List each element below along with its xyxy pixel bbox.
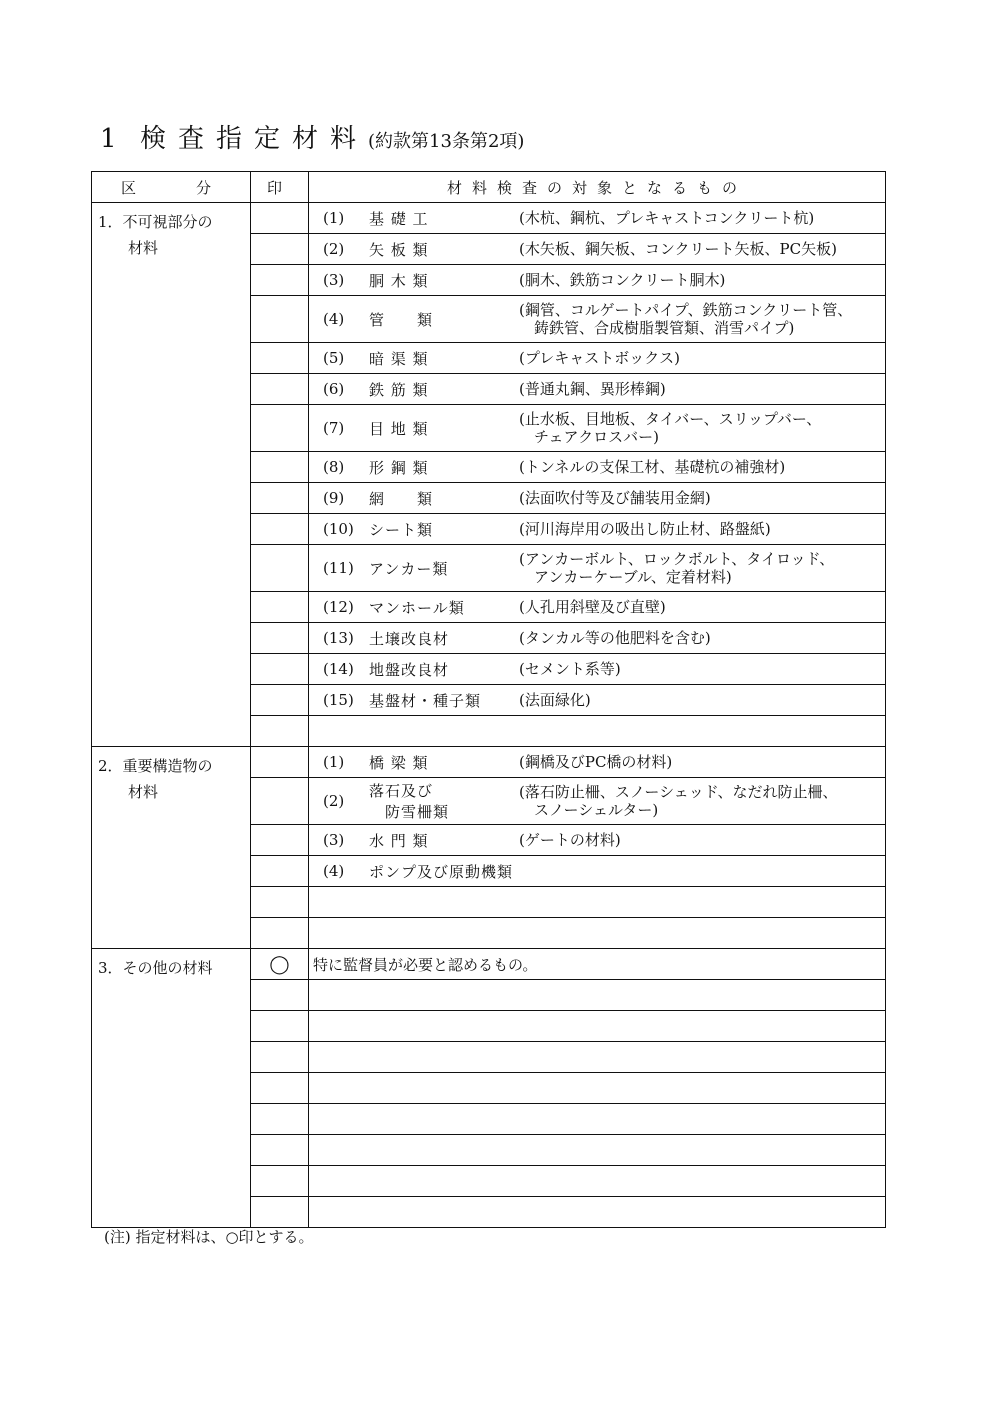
target-cell: [309, 747, 886, 778]
target-cell: [309, 343, 886, 374]
target-cell: [309, 1042, 886, 1073]
mark-cell[interactable]: [251, 374, 309, 405]
item-desc: (普通丸鋼、異形棒鋼): [519, 380, 666, 398]
item-name: 基 礎 工: [369, 209, 429, 228]
header-mark: 印: [251, 172, 309, 203]
target-cell: [309, 856, 886, 887]
item: [309, 488, 885, 509]
mark-cell[interactable]: [251, 514, 309, 545]
mark-circle: ◯: [269, 953, 290, 975]
mark-cell[interactable]: [251, 623, 309, 654]
mark-cell[interactable]: [251, 716, 309, 747]
target-cell: [309, 887, 886, 918]
table-row: [92, 949, 886, 980]
item: [309, 830, 885, 851]
item-desc: (胴木、鉄筋コンクリート胴木): [519, 271, 726, 289]
other-text: 特に監督員が必要と認めるもの。: [313, 955, 538, 974]
item: [309, 861, 885, 882]
mark-cell[interactable]: [251, 918, 309, 949]
category-label: 2．重要構造物の 材料: [92, 747, 251, 949]
item-number: (4): [323, 862, 345, 880]
mark-cell[interactable]: [251, 825, 309, 856]
target-cell: [309, 1166, 886, 1197]
target-cell: [309, 1104, 886, 1135]
mark-cell[interactable]: [251, 592, 309, 623]
item-name: マンホール類: [369, 598, 465, 617]
item-number: (1): [323, 753, 345, 771]
item: [309, 628, 885, 649]
item: [309, 519, 885, 540]
item-number: (3): [323, 271, 345, 289]
table-row: [92, 747, 886, 778]
item: [309, 752, 885, 773]
footnote: (注) 指定材料は、○印とする。: [104, 1228, 314, 1246]
target-cell: [309, 918, 886, 949]
category-label: 1．不可視部分の 材料: [92, 203, 251, 747]
item-name: 落石及び 防雪柵類: [369, 782, 450, 821]
item-desc: (トンネルの支保工材、基礎杭の補強材): [519, 458, 786, 476]
item-desc: (鋼管、コルゲートパイプ、鉄筋コンクリート管、 鋳鉄管、合成樹脂製管類、消雪パイプ): [519, 301, 853, 337]
target-cell: [309, 1073, 886, 1104]
item-desc: (河川海岸用の吸出し防止材、路盤紙): [519, 520, 771, 538]
target-cell: [309, 374, 886, 405]
item-name: 地盤改良材: [369, 660, 450, 679]
item-desc: (プレキャストボックス): [519, 349, 680, 367]
item-desc: (止水板、目地板、タイバー、スリップバー、 チェアクロスバー): [519, 410, 822, 446]
item-desc: (人孔用斜壁及び直壁): [519, 598, 666, 616]
mark-cell[interactable]: [251, 452, 309, 483]
mark-cell[interactable]: [251, 203, 309, 234]
mark-cell[interactable]: [251, 778, 309, 825]
target-cell: [309, 1135, 886, 1166]
target-cell: [309, 405, 886, 452]
mark-cell[interactable]: [251, 1135, 309, 1166]
mark-cell[interactable]: [251, 747, 309, 778]
item: [309, 270, 885, 291]
mark-cell[interactable]: [251, 545, 309, 592]
target-cell: [309, 1011, 886, 1042]
target-cell: [309, 514, 886, 545]
target-cell: [309, 545, 886, 592]
item-number: (14): [323, 660, 354, 678]
target-cell: [309, 716, 886, 747]
item-desc: (法面緑化): [519, 691, 591, 709]
target-cell: [309, 685, 886, 716]
item: [309, 301, 885, 337]
item: [309, 550, 885, 586]
item-number: (3): [323, 831, 345, 849]
item-desc: (法面吹付等及び舗装用金網): [519, 489, 711, 507]
item-name: 土壌改良材: [369, 629, 450, 648]
item-number: (2): [323, 240, 345, 258]
item: [309, 379, 885, 400]
item: [309, 208, 885, 229]
mark-cell[interactable]: [251, 1011, 309, 1042]
item-desc: (ゲートの材料): [519, 831, 621, 849]
target-cell: [309, 203, 886, 234]
item-number: (8): [323, 458, 345, 476]
item-number: (15): [323, 691, 354, 709]
item-name: 鉄 筋 類: [369, 380, 429, 399]
target-cell: [309, 265, 886, 296]
item-name: 暗 渠 類: [369, 349, 429, 368]
item-name: 橋 梁 類: [369, 753, 429, 772]
item-number: (4): [323, 310, 345, 328]
mark-cell[interactable]: [251, 1166, 309, 1197]
item-name: 形 鋼 類: [369, 458, 429, 477]
mark-cell[interactable]: [251, 949, 309, 980]
item: [309, 597, 885, 618]
item-name: 胴 木 類: [369, 271, 429, 290]
target-cell: [309, 778, 886, 825]
item-number: (11): [323, 559, 354, 577]
item: [309, 457, 885, 478]
item-name: 基盤材・種子類: [369, 691, 482, 710]
item-desc: (アンカーボルト、ロックボルト、タイロッド、 アンカーケーブル、定着材料): [519, 550, 835, 586]
item-number: (6): [323, 380, 345, 398]
mark-cell[interactable]: [251, 1197, 309, 1228]
target-cell: [309, 452, 886, 483]
target-cell: [309, 623, 886, 654]
mark-cell[interactable]: [251, 856, 309, 887]
header-target: 材料検査の対象となるもの: [309, 172, 886, 203]
item-desc: (木矢板、鋼矢板、コンクリート矢板、PC矢板): [519, 240, 837, 258]
item-desc: (セメント系等): [519, 660, 621, 678]
item-desc: (落石防止柵、スノーシェッド、なだれ防止柵、 スノーシェルター): [519, 783, 838, 819]
item-number: (13): [323, 629, 354, 647]
mark-cell[interactable]: [251, 483, 309, 514]
mark-cell[interactable]: [251, 685, 309, 716]
category-label: 3．その他の材料: [92, 949, 251, 1228]
item-name: 網 類: [369, 489, 434, 508]
materials-table: [91, 171, 886, 1228]
target-cell: [309, 592, 886, 623]
target-cell: [309, 654, 886, 685]
item-name: 水 門 類: [369, 831, 429, 850]
item-desc: (タンカル等の他肥料を含む): [519, 629, 711, 647]
item-number: (1): [323, 209, 345, 227]
target-cell: [309, 1197, 886, 1228]
mark-cell[interactable]: [251, 296, 309, 343]
item: [309, 348, 885, 369]
title-main: 検査指定材料: [140, 124, 369, 154]
item-number: (5): [323, 349, 345, 367]
header-category: 区 分: [92, 172, 251, 203]
item: [309, 410, 885, 446]
mark-cell[interactable]: [251, 1042, 309, 1073]
mark-cell[interactable]: [251, 654, 309, 685]
item: [309, 690, 885, 711]
item-name: シート類: [369, 520, 434, 539]
target-cell: [309, 296, 886, 343]
item-number: (7): [323, 419, 345, 437]
mark-cell[interactable]: [251, 887, 309, 918]
table-row: [92, 203, 886, 234]
target-cell: [309, 949, 886, 980]
item-number: (9): [323, 489, 345, 507]
mark-cell[interactable]: [251, 405, 309, 452]
item-name: アンカー類: [369, 559, 449, 578]
item-name: ポンプ及び原動機類: [369, 862, 514, 881]
mark-cell[interactable]: [251, 343, 309, 374]
item-number: (12): [323, 598, 354, 616]
target-cell: [309, 980, 886, 1011]
item-name: 目 地 類: [369, 419, 429, 438]
item: [309, 239, 885, 260]
mark-cell[interactable]: [251, 234, 309, 265]
mark-cell[interactable]: [251, 980, 309, 1011]
item-desc: (鋼橋及びPC橋の材料): [519, 753, 673, 771]
item: [309, 780, 885, 822]
title-number: 1: [100, 124, 118, 154]
item-name: 管 類: [369, 310, 434, 329]
page-title: [100, 118, 524, 155]
item-desc: (木杭、鋼杭、プレキャストコンクリート杭): [519, 209, 815, 227]
item: [309, 659, 885, 680]
item-number: (10): [323, 520, 354, 538]
mark-cell[interactable]: [251, 265, 309, 296]
title-sub: (約款第13条第2項): [368, 131, 525, 152]
item-number: (2): [323, 792, 345, 810]
target-cell: [309, 825, 886, 856]
item-name: 矢 板 類: [369, 240, 429, 259]
mark-cell[interactable]: [251, 1073, 309, 1104]
target-cell: [309, 483, 886, 514]
mark-cell[interactable]: [251, 1104, 309, 1135]
target-cell: [309, 234, 886, 265]
